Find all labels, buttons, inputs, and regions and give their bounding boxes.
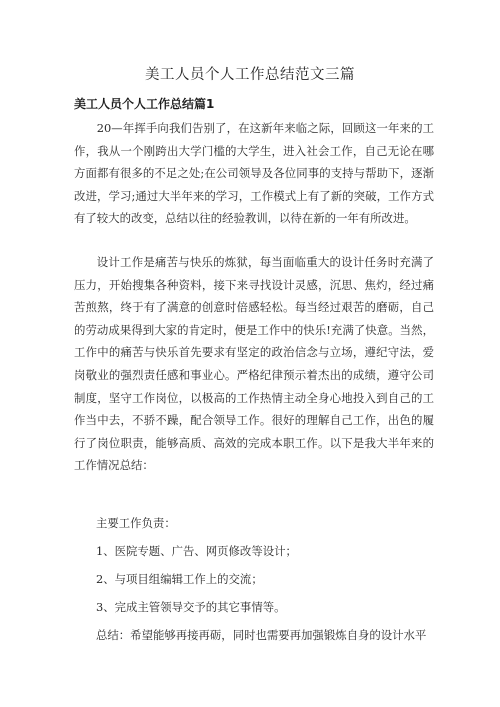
duties-label: 主要工作负责： xyxy=(96,516,176,530)
section-heading: 美工人员个人工作总结篇1 xyxy=(74,97,215,111)
document-title: 美工人员个人工作总结范文三篇 xyxy=(145,67,355,83)
duty-item: 1、医院专题、广告、网页修改等设计； xyxy=(96,544,297,558)
paragraph-design-work: 设计工作是痛苦与快乐的炼狱，每当面临重大的设计任务时充满了压力，开始搜集各种资料，接下来寻找设计灵感，沉思、焦灼，经过痛苦煎熬，终于有了满意的创意时倍感轻松。每当经过艰苦的磨砺，自己的劳动成果得到大家的肯定时，便是工作中的快乐!充满了快意。当然，工作中的痛苦与快乐首先要求有坚定的政治信念与立场，遵纪守法，爱岗敬业的强烈责任感和事业心。严格纪律预示着杰出的成绩，遵守公司制度，坚守工作岗位，以极高的工作热情主动全身心地投入到自己的工作当中去，不骄不躁，配合领导工作。很好的理解自己工作，出色的履行了岗位职责，能够高质、高效的完成本职工作。以下是我大半年来的工作情况总结： xyxy=(74,255,434,473)
duty-item: 2、与项目组编辑工作上的交流； xyxy=(96,572,263,586)
summary-text: 总结：希望能够再接再砺，同时也需要再加强锻炼自身的设计水平 xyxy=(96,628,427,642)
paragraph-intro: 20—年挥手向我们告别了，在这新年来临之际，回顾这一年来的工作，我从一个刚跨出大学门槛的大学生，进入社会工作，自己无论在哪方面都有很多的不足之处;在公司领导及各位同事的支持与帮助下，逐渐改进，学习;通过大半年来的学习，工作模式上有了新的突破，工作方式有了较大的改变，总结以往的经验教训，以待在新的一年有所改进。 xyxy=(74,121,434,226)
duty-item: 3、完成主管领导交予的其它事情等。 xyxy=(96,600,286,614)
